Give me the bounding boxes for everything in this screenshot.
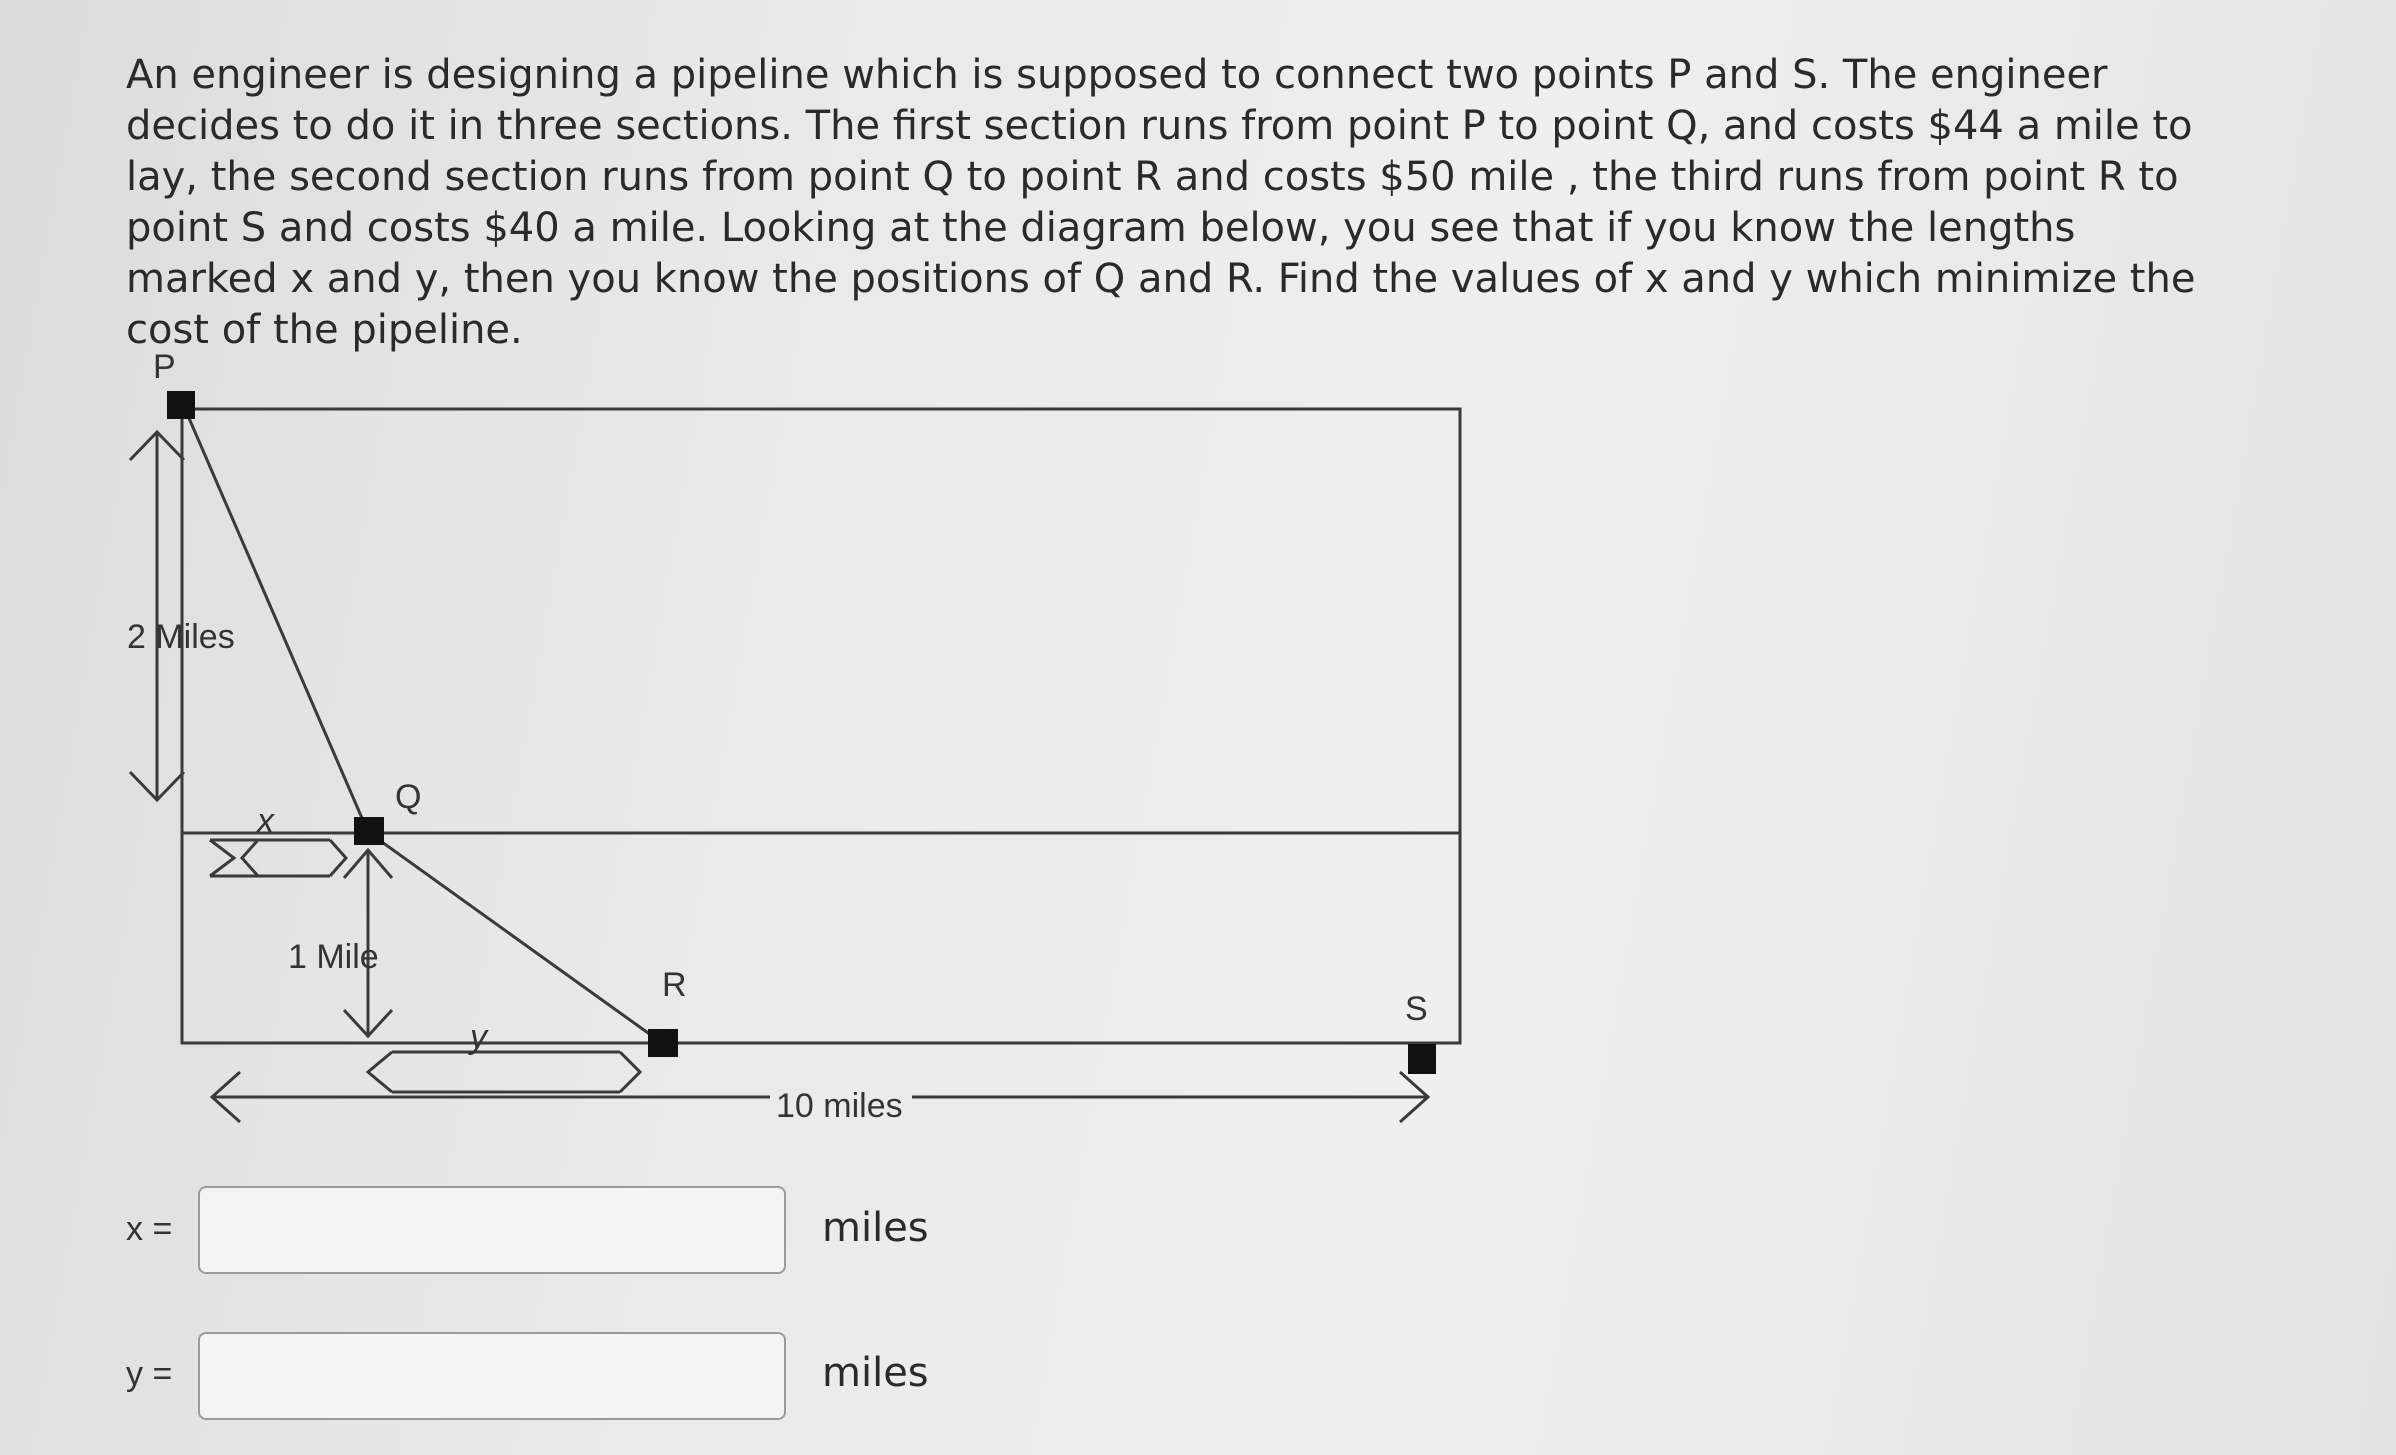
point-p-label: P xyxy=(153,348,176,386)
y-answer-input[interactable] xyxy=(198,1332,786,1420)
point-s-label: S xyxy=(1405,990,1428,1028)
y-dimension-arrow xyxy=(368,1052,640,1092)
point-s-marker xyxy=(1408,1044,1436,1074)
x-answer-label: x = xyxy=(126,1210,173,1248)
point-q-marker xyxy=(354,817,384,845)
x-label: x xyxy=(257,802,274,840)
pipe-segment-qr xyxy=(368,832,662,1043)
point-q-label: Q xyxy=(395,778,422,816)
y-label: y xyxy=(470,1018,487,1056)
point-r-label: R xyxy=(662,966,687,1004)
y-answer-label: y = xyxy=(126,1355,173,1393)
x-unit-label: miles xyxy=(822,1205,929,1251)
two-miles-label: 2 Miles xyxy=(127,618,235,656)
upper-region-outline xyxy=(182,409,1460,833)
problem-statement: An engineer is designing a pipeline which is supposed to connect two points P and S. The engineer decides to do it in three sections. The first section runs from point P to point Q, and costs $44 a mile to lay, the second section runs from point Q to point R and costs $50 mile , the third runs from point R to point S and costs $40 a mile. Looking at the diagram below, you see that if you know the lengths marked x and y, then you know the positions of Q and R. Find the values of x and y which minimize the cost of the pipeline. xyxy=(126,52,2196,353)
one-mile-label: 1 Mile xyxy=(288,938,379,976)
point-r-marker xyxy=(648,1029,678,1057)
x-answer-input[interactable] xyxy=(198,1186,786,1274)
y-unit-label: miles xyxy=(822,1350,929,1396)
pipe-segment-pq xyxy=(182,402,368,832)
ten-miles-label: 10 miles xyxy=(776,1087,903,1125)
x-dimension-arrow xyxy=(210,840,346,876)
two-miles-dimension-arrow xyxy=(130,432,184,800)
point-p-marker xyxy=(167,391,195,419)
